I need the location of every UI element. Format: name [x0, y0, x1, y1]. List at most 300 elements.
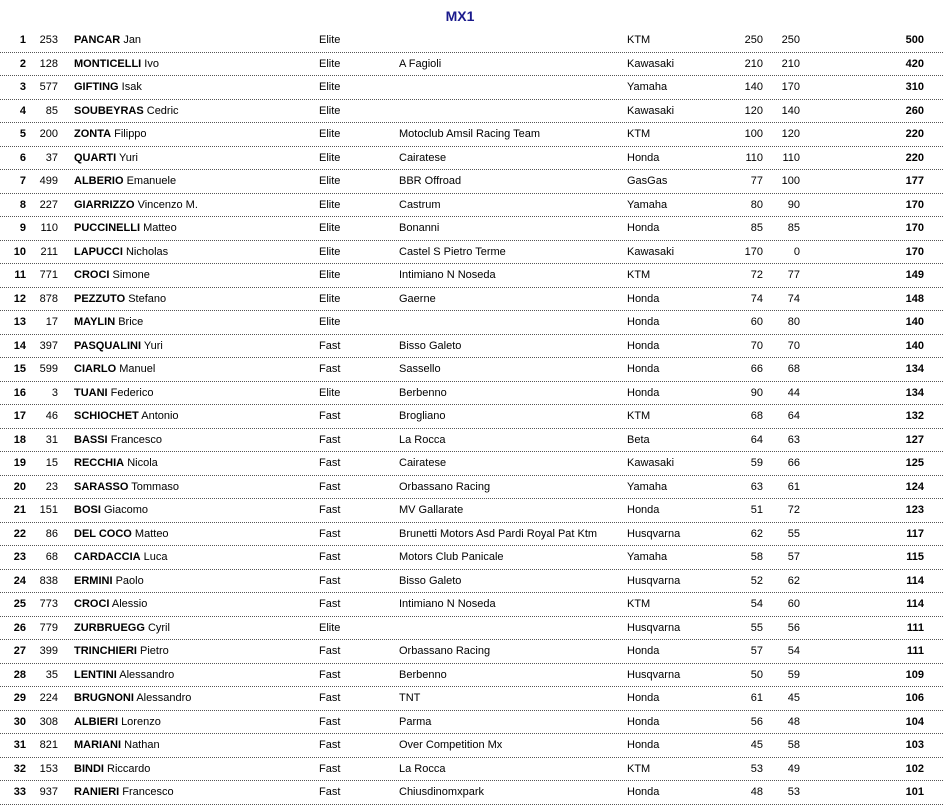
rider-surname: PANCAR — [74, 34, 121, 46]
rider-name-cell — [74, 29, 314, 53]
class-cell: Elite — [319, 386, 341, 399]
rider-firstname: Nathan — [124, 739, 160, 751]
race-number-cell: 253 — [39, 34, 58, 46]
rider-name-cell — [74, 76, 314, 100]
table-row — [0, 382, 943, 406]
race1-points-cell: 100 — [744, 128, 763, 140]
team-cell: MV Gallarate — [399, 504, 464, 516]
race-number-cell: 227 — [39, 198, 58, 211]
race-number-cell: 211 — [40, 245, 58, 258]
position-cell: 26 — [13, 621, 26, 634]
rider-name-cell — [74, 147, 314, 171]
position-cell: 10 — [13, 245, 26, 258]
total-points-cell: 134 — [905, 363, 924, 375]
rider-firstname: Nicholas — [125, 245, 169, 258]
team-cell: Gaerne — [399, 292, 436, 305]
race1-points-cell: 55 — [750, 621, 763, 634]
race-number-cell: 937 — [39, 786, 58, 798]
race1-points-cell: 58 — [750, 551, 763, 563]
position-cell: 16 — [13, 386, 26, 399]
race2-points-cell: 61 — [787, 480, 800, 493]
race2-points-cell: 68 — [787, 363, 800, 375]
race-number-cell: 499 — [39, 175, 58, 187]
position-cell: 27 — [13, 645, 26, 657]
rider-name-cell — [74, 499, 314, 523]
class-cell: Elite — [319, 245, 341, 258]
rider-firstname: Vincenzo M. — [137, 198, 198, 211]
total-points-cell: 111 — [906, 621, 924, 634]
team-cell: Bonanni — [399, 222, 440, 234]
position-cell: 25 — [13, 598, 26, 610]
race1-points-cell: 72 — [750, 269, 763, 281]
rider-surname: TUANI — [74, 386, 108, 399]
race2-points-cell: 60 — [787, 598, 800, 610]
team-cell: Intimiano N Noseda — [399, 598, 496, 610]
position-cell: 30 — [13, 715, 26, 728]
total-points-cell: 124 — [905, 480, 924, 493]
position-cell: 12 — [13, 292, 26, 305]
race-number-cell: 85 — [45, 104, 58, 117]
class-cell: Fast — [319, 715, 341, 728]
table-row — [0, 311, 943, 335]
rider-surname: ZURBRUEGG — [74, 621, 145, 634]
rider-firstname: Simone — [112, 269, 150, 281]
rider-firstname: Cyril — [147, 621, 170, 634]
team-cell: Cairatese — [399, 151, 447, 164]
bike-cell: Honda — [627, 504, 660, 516]
class-cell: Fast — [319, 762, 341, 775]
table-row — [0, 617, 943, 641]
bike-cell: Honda — [627, 339, 660, 352]
total-points-cell: 102 — [905, 762, 924, 775]
rider-name-cell — [74, 640, 314, 664]
position-cell: 3 — [19, 81, 26, 93]
race1-points-cell: 85 — [750, 222, 763, 234]
race2-points-cell: 77 — [787, 269, 800, 281]
race2-points-cell: 59 — [787, 668, 800, 681]
rider-firstname: Filippo — [114, 128, 147, 140]
race1-points-cell: 66 — [750, 363, 763, 375]
rider-name-cell — [74, 781, 314, 805]
table-row — [0, 664, 943, 688]
rider-name-cell — [74, 617, 314, 641]
rider-name-cell — [74, 476, 314, 500]
rider-firstname: Alessandro — [119, 668, 175, 681]
race2-points-cell: 210 — [781, 57, 800, 70]
table-row — [0, 123, 943, 147]
bike-cell: Honda — [627, 386, 660, 399]
rider-firstname: Emanuele — [126, 175, 177, 187]
race2-points-cell: 45 — [787, 692, 800, 704]
rider-name-cell — [74, 758, 314, 782]
race1-points-cell: 80 — [750, 198, 763, 211]
rider-surname: ALBIERI — [74, 715, 118, 728]
bike-cell: Yamaha — [627, 81, 668, 93]
position-cell: 1 — [19, 34, 26, 46]
rider-name-cell — [74, 335, 314, 359]
race1-points-cell: 64 — [750, 433, 763, 446]
table-row — [0, 640, 943, 664]
team-cell: Motors Club Panicale — [399, 551, 504, 563]
position-cell: 18 — [13, 433, 26, 446]
bike-cell: Honda — [627, 786, 660, 798]
race1-points-cell: 77 — [750, 175, 763, 187]
team-cell: Castrum — [399, 198, 441, 211]
class-cell: Fast — [319, 668, 341, 681]
class-cell: Fast — [319, 551, 341, 563]
team-cell: Cairatese — [399, 457, 447, 469]
rider-name-cell — [74, 264, 314, 288]
total-points-cell: 106 — [905, 692, 924, 704]
rider-firstname: Riccardo — [107, 762, 151, 775]
bike-cell: Yamaha — [627, 551, 668, 563]
race1-points-cell: 170 — [744, 245, 763, 258]
race2-points-cell: 140 — [781, 104, 800, 117]
rider-firstname: Tommaso — [131, 480, 179, 493]
rider-name-cell — [74, 382, 314, 406]
position-cell: 33 — [13, 786, 26, 798]
rider-firstname: Isak — [121, 81, 142, 93]
race-number-cell: 37 — [45, 151, 58, 164]
rider-name-cell — [74, 241, 314, 265]
class-cell: Elite — [319, 269, 341, 281]
table-row — [0, 499, 943, 523]
table-row — [0, 546, 943, 570]
table-row — [0, 452, 943, 476]
race-number-cell: 308 — [39, 715, 58, 728]
race2-points-cell: 100 — [781, 175, 800, 187]
race2-points-cell: 64 — [787, 410, 800, 422]
class-cell: Elite — [319, 198, 341, 211]
bike-cell: Husqvarna — [627, 574, 681, 587]
rider-firstname: Francesco — [122, 786, 174, 798]
class-cell: Fast — [319, 433, 341, 446]
race-number-cell: 771 — [39, 269, 58, 281]
total-points-cell: 103 — [905, 739, 924, 751]
race2-points-cell: 66 — [787, 457, 800, 469]
position-cell: 13 — [13, 316, 26, 328]
race1-points-cell: 59 — [750, 457, 763, 469]
rider-surname: CROCI — [74, 598, 110, 610]
rider-surname: CIARLO — [74, 363, 117, 375]
bike-cell: Yamaha — [627, 198, 668, 211]
table-row — [0, 335, 943, 359]
table-row — [0, 217, 943, 241]
class-cell: Fast — [319, 574, 341, 587]
rider-surname: BRUGNONI — [74, 692, 134, 704]
rider-name-cell — [74, 123, 314, 147]
race-number-cell: 128 — [39, 57, 58, 70]
bike-cell: Honda — [627, 151, 660, 164]
team-cell: Bisso Galeto — [399, 574, 462, 587]
team-cell: Brunetti Motors Asd Pardi Royal Pat Ktm — [399, 527, 598, 540]
rider-firstname: Matteo — [134, 527, 169, 540]
class-cell: Elite — [319, 292, 341, 305]
race-number-cell: 86 — [45, 527, 58, 540]
race-number-cell: 821 — [39, 739, 58, 751]
rider-name-cell — [74, 194, 314, 218]
table-row — [0, 194, 943, 218]
class-cell: Fast — [319, 692, 341, 704]
race-number-cell: 17 — [45, 316, 58, 328]
class-cell: Fast — [319, 739, 341, 751]
table-row — [0, 76, 943, 100]
team-cell: Motoclub Amsil Racing Team — [399, 128, 541, 140]
position-cell: 20 — [13, 480, 26, 493]
class-cell: Fast — [319, 480, 341, 493]
race1-points-cell: 140 — [744, 81, 763, 93]
race-number-cell: 773 — [39, 598, 58, 610]
bike-cell: Honda — [627, 363, 660, 375]
rider-surname: ALBERIO — [74, 175, 124, 187]
race-number-cell: 23 — [45, 480, 58, 493]
class-cell: Elite — [319, 104, 341, 117]
team-cell: Parma — [399, 715, 432, 728]
total-points-cell: 500 — [905, 34, 924, 46]
rider-name-cell — [74, 405, 314, 429]
table-row — [0, 241, 943, 265]
class-cell: Elite — [319, 128, 341, 140]
team-cell: BBR Offroad — [399, 175, 462, 187]
race2-points-cell: 170 — [781, 81, 800, 93]
race-number-cell: 153 — [39, 762, 58, 775]
total-points-cell: 114 — [906, 574, 924, 587]
total-points-cell: 420 — [905, 57, 924, 70]
total-points-cell: 132 — [905, 410, 924, 422]
race2-points-cell: 80 — [787, 316, 800, 328]
race2-points-cell: 74 — [787, 292, 800, 305]
bike-cell: GasGas — [627, 175, 668, 187]
bike-cell: Beta — [627, 433, 650, 446]
rider-firstname: Brice — [118, 316, 144, 328]
race2-points-cell: 57 — [787, 551, 800, 563]
total-points-cell: 170 — [905, 198, 924, 211]
class-cell: Elite — [319, 222, 341, 234]
team-cell: Bisso Galeto — [399, 339, 462, 352]
race2-points-cell: 48 — [787, 715, 800, 728]
bike-cell: Kawasaki — [627, 57, 675, 70]
rider-surname: BASSI — [74, 433, 108, 446]
total-points-cell: 134 — [905, 386, 924, 399]
position-cell: 4 — [19, 104, 26, 117]
race1-points-cell: 57 — [750, 645, 763, 657]
position-cell: 32 — [13, 762, 26, 775]
table-row — [0, 358, 943, 382]
rider-surname: LENTINI — [74, 668, 117, 681]
rider-name-cell — [74, 711, 314, 735]
rider-firstname: Pietro — [140, 645, 169, 657]
race2-points-cell: 120 — [781, 128, 800, 140]
total-points-cell: 170 — [905, 245, 924, 258]
table-row — [0, 288, 943, 312]
total-points-cell: 101 — [905, 786, 924, 798]
race1-points-cell: 210 — [744, 57, 763, 70]
race2-points-cell: 110 — [782, 151, 800, 164]
rider-firstname: Antonio — [141, 410, 179, 422]
class-cell: Fast — [319, 339, 341, 352]
rider-firstname: Alessio — [111, 598, 148, 610]
team-cell: Intimiano N Noseda — [399, 269, 496, 281]
total-points-cell: 310 — [905, 81, 924, 93]
rider-name-cell — [74, 593, 314, 617]
rider-name-cell — [74, 170, 314, 194]
total-points-cell: 111 — [906, 645, 924, 657]
rider-name-cell — [74, 523, 314, 547]
team-cell: Orbassano Racing — [399, 645, 491, 657]
race-number-cell: 110 — [40, 222, 58, 234]
race-number-cell: 399 — [39, 645, 58, 657]
table-row — [0, 593, 943, 617]
position-cell: 24 — [13, 574, 26, 587]
race-number-cell: 838 — [39, 574, 58, 587]
position-cell: 19 — [13, 457, 26, 469]
race2-points-cell: 56 — [787, 621, 800, 634]
rider-surname: MONTICELLI — [74, 57, 142, 70]
race-number-cell: 224 — [39, 692, 58, 704]
position-cell: 21 — [13, 504, 26, 516]
team-cell: Orbassano Racing — [399, 480, 491, 493]
total-points-cell: 260 — [905, 104, 924, 117]
race2-points-cell: 58 — [787, 739, 800, 751]
race-number-cell: 31 — [45, 433, 58, 446]
rider-name-cell — [74, 217, 314, 241]
class-cell: Fast — [319, 410, 341, 422]
position-cell: 17 — [13, 410, 26, 422]
rider-firstname: Stefano — [128, 292, 167, 305]
race1-points-cell: 45 — [750, 739, 763, 751]
table-row — [0, 429, 943, 453]
rider-surname: RANIERI — [74, 786, 120, 798]
race1-points-cell: 70 — [750, 339, 763, 352]
position-cell: 23 — [13, 551, 26, 563]
rider-surname: DEL COCO — [74, 527, 132, 540]
rider-firstname: Nicola — [127, 457, 158, 469]
race1-points-cell: 48 — [750, 786, 763, 798]
table-row — [0, 100, 943, 124]
rider-firstname: Manuel — [119, 363, 156, 375]
team-cell: TNT — [399, 692, 421, 704]
team-cell: A Fagioli — [399, 57, 442, 70]
total-points-cell: 148 — [905, 292, 924, 305]
rider-surname: BOSI — [74, 504, 101, 516]
rider-firstname: Alessandro — [136, 692, 192, 704]
class-cell: Fast — [319, 363, 341, 375]
bike-cell: Honda — [627, 222, 660, 234]
race2-points-cell: 70 — [787, 339, 800, 352]
race-number-cell: 151 — [39, 504, 58, 516]
table-row — [0, 29, 943, 53]
bike-cell: Honda — [627, 692, 660, 704]
total-points-cell: 140 — [905, 316, 924, 328]
table-row — [0, 687, 943, 711]
position-cell: 14 — [13, 339, 26, 352]
total-points-cell: 123 — [905, 504, 924, 516]
team-cell: Castel S Pietro Terme — [399, 245, 506, 258]
table-row — [0, 53, 943, 77]
bike-cell: KTM — [627, 598, 651, 610]
rider-name-cell — [74, 311, 314, 335]
race1-points-cell: 61 — [750, 692, 763, 704]
race1-points-cell: 60 — [750, 316, 763, 328]
class-cell: Fast — [319, 457, 341, 469]
total-points-cell: 149 — [905, 269, 924, 281]
rider-name-cell — [74, 288, 314, 312]
class-cell: Fast — [319, 645, 341, 657]
rider-name-cell — [74, 570, 314, 594]
total-points-cell: 114 — [906, 598, 924, 610]
position-cell: 2 — [19, 57, 26, 70]
rider-surname: TRINCHIERI — [74, 645, 137, 657]
rider-firstname: Ivo — [144, 57, 159, 70]
rider-firstname: Matteo — [143, 222, 177, 234]
rider-surname: PUCCINELLI — [74, 222, 140, 234]
race-number-cell: 878 — [39, 292, 58, 305]
race1-points-cell: 74 — [750, 292, 763, 305]
rider-surname: MAYLIN — [74, 316, 116, 328]
team-cell: Berbenno — [399, 386, 447, 399]
rider-firstname: Federico — [110, 386, 154, 399]
race2-points-cell: 90 — [787, 198, 800, 211]
race2-points-cell: 49 — [787, 762, 800, 775]
rider-surname: MARIANI — [74, 739, 122, 751]
position-cell: 22 — [13, 527, 26, 540]
race1-points-cell: 51 — [750, 504, 763, 516]
class-cell: Fast — [319, 786, 341, 798]
table-row — [0, 758, 943, 782]
race1-points-cell: 250 — [744, 34, 763, 46]
rider-surname: SOUBEYRAS — [74, 104, 144, 117]
class-cell: Elite — [319, 175, 341, 187]
race2-points-cell: 54 — [787, 645, 800, 657]
team-cell: Brogliano — [399, 410, 446, 422]
rider-surname: GIFTING — [74, 81, 119, 93]
table-row — [0, 170, 943, 194]
class-cell: Elite — [319, 621, 341, 634]
rider-name-cell — [74, 734, 314, 758]
race2-points-cell: 250 — [781, 34, 800, 46]
race-number-cell: 68 — [45, 551, 58, 563]
total-points-cell: 127 — [905, 433, 924, 446]
class-cell: Fast — [319, 598, 341, 610]
table-row — [0, 711, 943, 735]
bike-cell: KTM — [627, 34, 651, 46]
race1-points-cell: 54 — [750, 598, 763, 610]
race2-points-cell: 44 — [787, 386, 800, 399]
rider-name-cell — [74, 100, 314, 124]
rider-name-cell — [74, 546, 314, 570]
class-cell: Elite — [319, 81, 341, 93]
rider-firstname: Francesco — [110, 433, 163, 446]
rider-firstname: Paolo — [115, 574, 144, 587]
bike-cell: Honda — [627, 292, 660, 305]
team-cell: Over Competition Mx — [399, 739, 503, 751]
bike-cell: Yamaha — [627, 480, 668, 493]
rider-firstname: Giacomo — [103, 504, 148, 516]
race1-points-cell: 53 — [750, 762, 763, 775]
position-cell: 11 — [14, 269, 26, 281]
rider-firstname: Jan — [123, 34, 142, 46]
position-cell: 5 — [19, 128, 26, 140]
table-row — [0, 264, 943, 288]
position-cell: 28 — [13, 668, 26, 681]
race2-points-cell: 62 — [787, 574, 800, 587]
total-points-cell: 170 — [905, 222, 924, 234]
total-points-cell: 220 — [905, 151, 924, 164]
bike-cell: Honda — [627, 739, 660, 751]
race2-points-cell: 85 — [787, 222, 800, 234]
race-number-cell: 397 — [39, 339, 58, 352]
rider-surname: GIARRIZZO — [74, 198, 135, 211]
